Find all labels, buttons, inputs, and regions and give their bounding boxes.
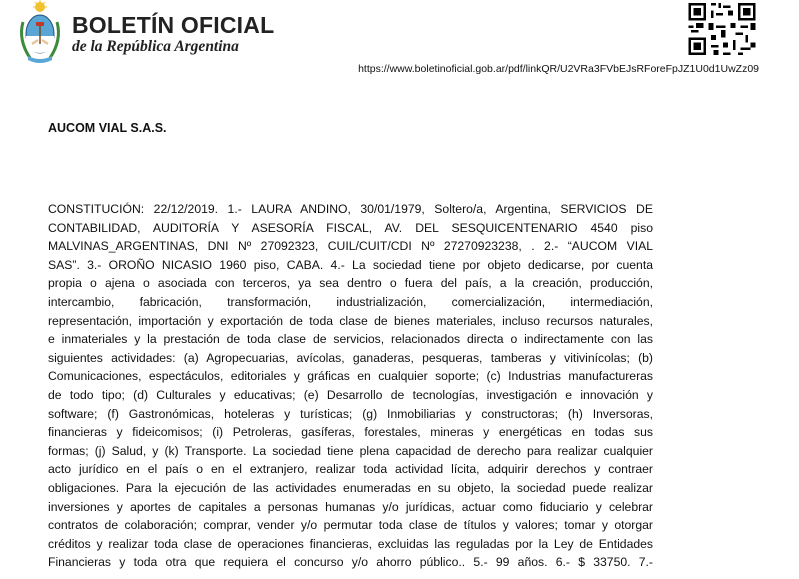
brand-subtitle: de la República Argentina	[72, 38, 239, 55]
body-line: representación, importación y exportación de toda clase de bienes materiales, incluso recursos naturales,	[48, 313, 653, 328]
brand-title: BOLETÍN OFICIAL	[72, 12, 275, 38]
body-line: siguientes actividades: (a) Agropecuarias, avícolas, ganaderas, pesqueras, tamberas y vitivinícolas; (b)	[48, 350, 653, 365]
document-url[interactable]: https://www.boletinoficial.gob.ar/pdf/linkQR/U2VRa3FVbEJsRForeFpJZ1U0d1UwZz09	[358, 63, 759, 75]
body-line: intercambio, fabricación, transformación, industrialización, comercialización, intermediación,	[48, 294, 653, 309]
body-line: de todo tipo; (d) Culturales y educativas; (e) Desarrollo de tecnologías, investigación e innovación y	[48, 387, 653, 402]
body-line: SAS”. 3.- OROÑO NICASIO 1960 piso, CABA. 4.- La sociedad tiene por objeto dedicarse, por cuenta	[48, 257, 653, 272]
body-line: acto jurídico en el país o en el extranjero, realizar toda actividad lícita, adquirir derechos y contraer	[48, 462, 653, 477]
body-line: Comunicaciones, espectáculos, editoriales y gráficas en cualquier soporte; (c) Industrias manufactureras	[48, 369, 653, 384]
body-line: CONSTITUCIÓN: 22/12/2019. 1.- LAURA ANDINO, 30/01/1979, Soltero/a, Argentina, SERVICIOS DE	[48, 202, 653, 216]
body-line: e inmateriales y la prestación de toda clase de servicios, relacionados directa o indirectamente con las	[48, 332, 653, 347]
body-line: Financieras y toda otra que requiera el concurso y/o ahorro público.. 5.- 99 años. 6.- $ 33750. 7.-	[48, 555, 653, 570]
body-line: financieras y fideicomisos; (i) Petroleras, gasíferas, forestales, mineras y energéticas en todas sus	[48, 425, 653, 440]
body-line: formas; (j) Salud, y (k) Transporte. La sociedad tiene plena capacidad de derecho para realizar cualquier	[48, 443, 653, 458]
coat-of-arms-icon	[14, 0, 66, 64]
body-line: MALVINAS_ARGENTINAS, DNI Nº 27092323, CUIL/CUIT/CDI Nº 27270923238, . 2.- “AUCOM VIAL	[48, 239, 653, 254]
body-line: propia o ajena o asociada con terceros, ya sea dentro o fuera del país, a la creación, producción,	[48, 276, 653, 291]
document-title: AUCOM VIAL S.A.S.	[48, 121, 167, 135]
qr-code-icon[interactable]	[686, 0, 758, 58]
body-line: CONTABILIDAD, AUDITORÍA Y ASESORÍA FISCAL, AV. DEL SESQUICENTENARIO 4540 piso	[48, 220, 653, 235]
body-line: contratos de colaboración; comprar, vender y/o permutar toda clase de títulos y valores; tomar y otorgar	[48, 518, 653, 533]
body-line: créditos y realizar toda clase de operaciones financieras, excluidas las reguladas por la Ley de Entidades	[48, 536, 653, 551]
body-line: obligaciones. Para la ejecución de las actividades enumeradas en su objeto, la sociedad puede realizar	[48, 480, 653, 495]
body-line: software; (f) Gastronómicas, hoteleras y turísticas; (g) Inmobiliarias y constructoras; (h) Inversoras,	[48, 406, 653, 421]
document-body	[48, 200, 653, 572]
page-header	[0, 0, 799, 80]
body-line: inversiones y aportes de capitales a personas humanas y/o jurídicas, actuar como fiduciario y celebrar	[48, 499, 653, 514]
